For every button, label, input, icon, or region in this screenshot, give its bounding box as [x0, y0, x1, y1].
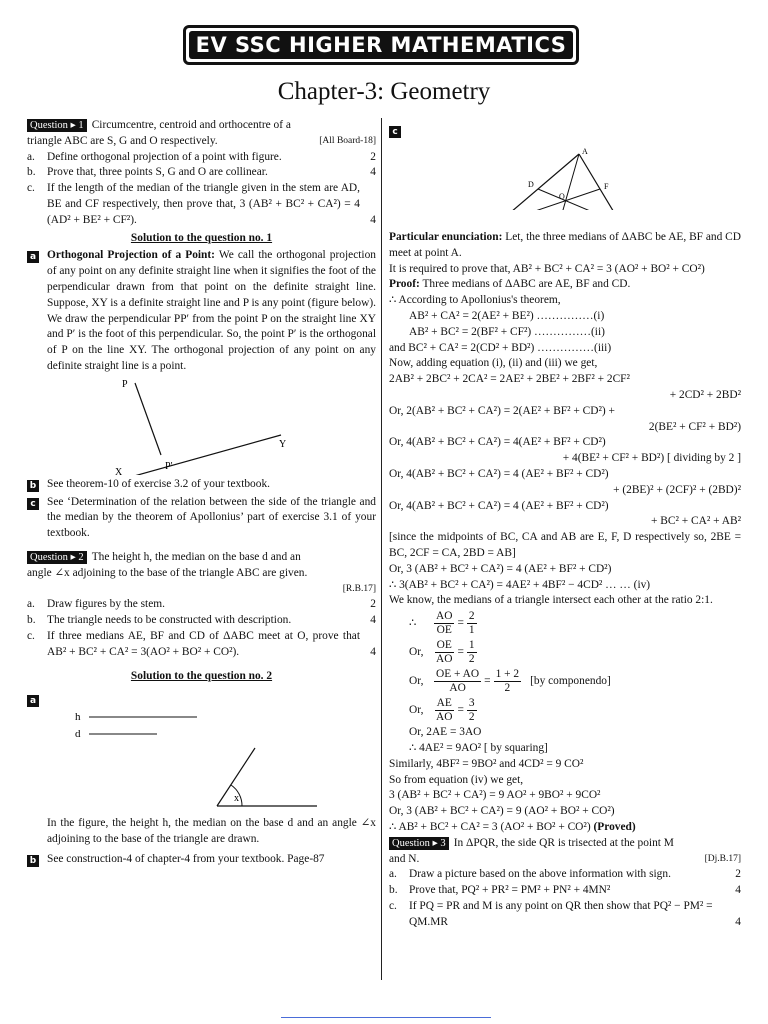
- source-tag: [Dj.B.17]: [704, 853, 741, 864]
- label-h: h: [75, 711, 81, 724]
- q2-item-b: b. The triangle needs to be constructed with description. 4: [27, 614, 376, 627]
- footer-link-line: [281, 1017, 491, 1018]
- banner-title: EV SSC HIGHER MATHEMATICS: [189, 31, 573, 59]
- equation-iv: ∴ 3(AB² + BC² + CA²) = 4AE² + 4BF² − 4CD² … … (iv): [389, 578, 651, 591]
- proof-step: Similarly, 4BF² = 9BO² and 4CD² = 9 CO²: [389, 757, 584, 770]
- chapter-title: Chapter-3: Geometry: [277, 78, 491, 105]
- question-badge: Question ▸ 2: [27, 551, 87, 564]
- proof-step: Now, adding equation (i), (ii) and (iii) we get,: [389, 357, 598, 370]
- question-badge: Question ▸ 1: [27, 119, 87, 132]
- left-column: [27, 118, 376, 868]
- given-data-figure: [27, 708, 376, 812]
- proof-step: 3 (AB² + BC² + CA²) = 9 AO² + 9BO² + 9CO²: [389, 789, 601, 802]
- right-column: [389, 118, 741, 930]
- label-y: Y: [279, 438, 287, 450]
- ratio-line: Or, $\frac{OE + AO}{AO}$ = $\frac{1 + 2}{2}$ [by componendo]: [409, 668, 611, 695]
- ratio-line: Or, $\frac{AE}{AO}$ = $\frac{3}{2}$: [409, 697, 475, 724]
- proof-step: + (2BE)² + (2CF)² + (2BD)²: [613, 483, 741, 496]
- label-d: d: [75, 728, 81, 741]
- proof-step: + 4(BE² + CF² + BD²) [ dividing by 2 ]: [562, 452, 741, 465]
- ratio-line: ∴ $\frac{AO}{OE}$ = $\frac{2}{1}$: [409, 610, 475, 637]
- q3-stem-line2: and N. [Dj.B.17]: [389, 852, 741, 868]
- particular-enunciation: Particular enunciation: Let, the three medians of ΔABC be AE, BF and CD meet at point A.: [389, 231, 741, 259]
- label-f: F: [604, 182, 609, 191]
- q2-stem: Question ▸ 2 The height h, the median on the base d and an: [27, 550, 376, 566]
- proof-step: + BC² + CA² + AB²: [651, 515, 741, 528]
- proof-step: Or, 3 (AB² + BC² + CA²) = 4 (AE² + BF² + CD²): [389, 562, 612, 575]
- answer-box-c: c: [27, 498, 39, 510]
- q1-answer-c: c See ‘Determination of the relation between the side of the triangle and the median by the theorem of Apollonius’ part of exercise 3.1 of your textbook.: [27, 495, 376, 542]
- q1-answer-b: b See theorem-10 of exercise 3.2 of your textbook.: [27, 477, 376, 493]
- q2-answer-a: In the figure, the height h, the median on the base d and an angle ∠x adjoining to the base of the triangle are drawn.: [47, 817, 376, 845]
- proof-step: So from equation (iv) we get,: [389, 773, 524, 786]
- answer-box-a: a: [27, 695, 39, 707]
- answer-box-a: a: [27, 251, 39, 263]
- proof-step: 2(BE² + CF² + BD²): [648, 420, 741, 433]
- proof-step: Or, 4(AB² + BC² + CA²) = 4(AE² + BF² + CD²): [389, 436, 606, 449]
- ratio-line: Or, $\frac{OE}{AO}$ = $\frac{1}{2}$: [409, 639, 475, 666]
- proof-step: Or, 2AE = 3AO: [409, 726, 482, 739]
- label-x-angle: x: [234, 793, 239, 805]
- q1-stem: Question ▸ 1 Circumcentre, centroid and orthocentre of a: [27, 118, 376, 134]
- answer-box-b: b: [27, 855, 39, 867]
- triangle-medians-figure: [389, 126, 741, 210]
- source-tag: [All Board-18]: [319, 135, 376, 146]
- proof-step: We know, the medians of a triangle intersect each other at the ratio 2:1.: [389, 594, 713, 607]
- equation-iii: and BC² + CA² = 2(CD² + BD²) ……………(iii): [389, 341, 612, 354]
- q3-stem: Question ▸ 3 In ΔPQR, the side QR is trisected at the point M: [389, 836, 741, 852]
- q2-answer-b: b See construction-4 of chapter-4 from your textbook. Page-87: [27, 852, 376, 868]
- proof-step: ∴ According to Apollonius's theorem,: [389, 294, 561, 307]
- proof-step: ∴ 4AE² = 9AO² [ by squaring]: [409, 741, 548, 754]
- label-p-prime: P′: [165, 460, 173, 472]
- q2-answer-a-box-row: [27, 692, 376, 708]
- label-p: P: [122, 378, 128, 390]
- q1-item-a: a. Define orthogonal projection of a point with figure. 2: [27, 150, 376, 163]
- required-statement: It is required to prove that, AB² + BC² + CA² = 3 (AO² + BO² + CO²): [389, 262, 705, 275]
- label-x: X: [115, 466, 123, 475]
- q1-item-c: c. If the length of the median of the triangle given in the stem are AD, BE and CF respectively, then prove that, 3 (AB² + BC² + CA²) = 4 (AD² + BE² + CF²). 4: [27, 182, 376, 226]
- q2-stem-line2: angle ∠x adjoining to the base of the triangle ABC are given.: [27, 566, 308, 579]
- answer-box-c: c: [389, 126, 401, 138]
- equation-i: AB² + CA² = 2(AE² + BE²) ……………(i): [409, 309, 605, 322]
- source-tag: [R.B.17]: [342, 583, 376, 594]
- proof-conclusion: ∴ AB² + BC² + CA² = 3 (AO² + BO² + CO²) (Proved): [389, 820, 636, 833]
- q3-item-c: c. If PQ = PR and M is any point on QR then show that PQ² − PM² = QM.MR 4: [389, 899, 741, 928]
- q3-item-b: b. Prove that, PQ² + PR² = PM² + PN² + 4MN² 4: [389, 884, 741, 897]
- label-d: D: [528, 180, 534, 189]
- q2-item-a: a. Draw figures by the stem. 2: [27, 598, 376, 611]
- proof-step: Or, 4(AB² + BC² + CA²) = 4 (AE² + BF² + CD²): [389, 499, 609, 512]
- proof-step: 2AB² + 2BC² + 2CA² = 2AE² + 2BE² + 2BF² + 2CF²: [389, 373, 630, 386]
- question-badge: Question ▸ 3: [389, 837, 449, 850]
- answer-box-b: b: [27, 480, 39, 492]
- equation-ii: AB² + BC² = 2(BF² + CF²) ……………(ii): [409, 325, 605, 338]
- q1-stem-line2: triangle ABC are S, G and O respectively. [All Board-18]: [27, 134, 376, 150]
- proof-step: [since the midpoints of BC, CA and AB are E, F, D respectively so, 2BE = BC, 2CF = CA, 2BD = AB]: [389, 531, 741, 559]
- proof-step: Or, 2(AB² + BC² + CA²) = 2(AE² + BF² + CD²) +: [389, 404, 615, 417]
- proof-step: Or, 4(AB² + BC² + CA²) = 4 (AE² + BF² + CD²): [389, 467, 609, 480]
- orthogonal-projection-figure: [27, 375, 376, 475]
- label-o: O: [559, 192, 565, 201]
- q2-item-c: c. If three medians AE, BF and CD of ΔABC meet at O, prove that AB² + BC² + CA² = 3(AO² + BO² + CO²). 4: [27, 629, 376, 658]
- q1-answer-a: a Orthogonal Projection of a Point: We call the orthogonal projection of any point on any definite straight line when it signifies the foot of the perpendicular drawn from that point on the definite straight line. Suppose, XY is a definite straight line and P is any point (figure below). We draw the perpendicular PP′ from the point P on the straight line XY and P′ is the foot of this perpendicular. So, the point P′ is the orthogonal of P on the line XY. The orthogonal projection of any point on any definite straight line is a point.: [27, 248, 376, 374]
- proof-step: Or, 3 (AB² + BC² + CA²) = 9 (AO² + BO² + CO²): [389, 805, 615, 818]
- label-a: A: [582, 147, 588, 156]
- q3-item-a: a. Draw a picture based on the above information with sign. 2: [389, 868, 741, 881]
- solution-title: Solution to the question no. 1: [130, 231, 273, 244]
- q1-item-b: b. Prove that, three points S, G and O are collinear. 4: [27, 166, 376, 179]
- solution-title: Solution to the question no. 2: [130, 669, 273, 682]
- header-banner: [183, 25, 579, 65]
- column-divider: [381, 118, 382, 980]
- proof-line: Proof: Three medians of ΔABC are AE, BF and CD.: [389, 278, 631, 291]
- proof-step: + 2CD² + 2BD²: [669, 388, 741, 401]
